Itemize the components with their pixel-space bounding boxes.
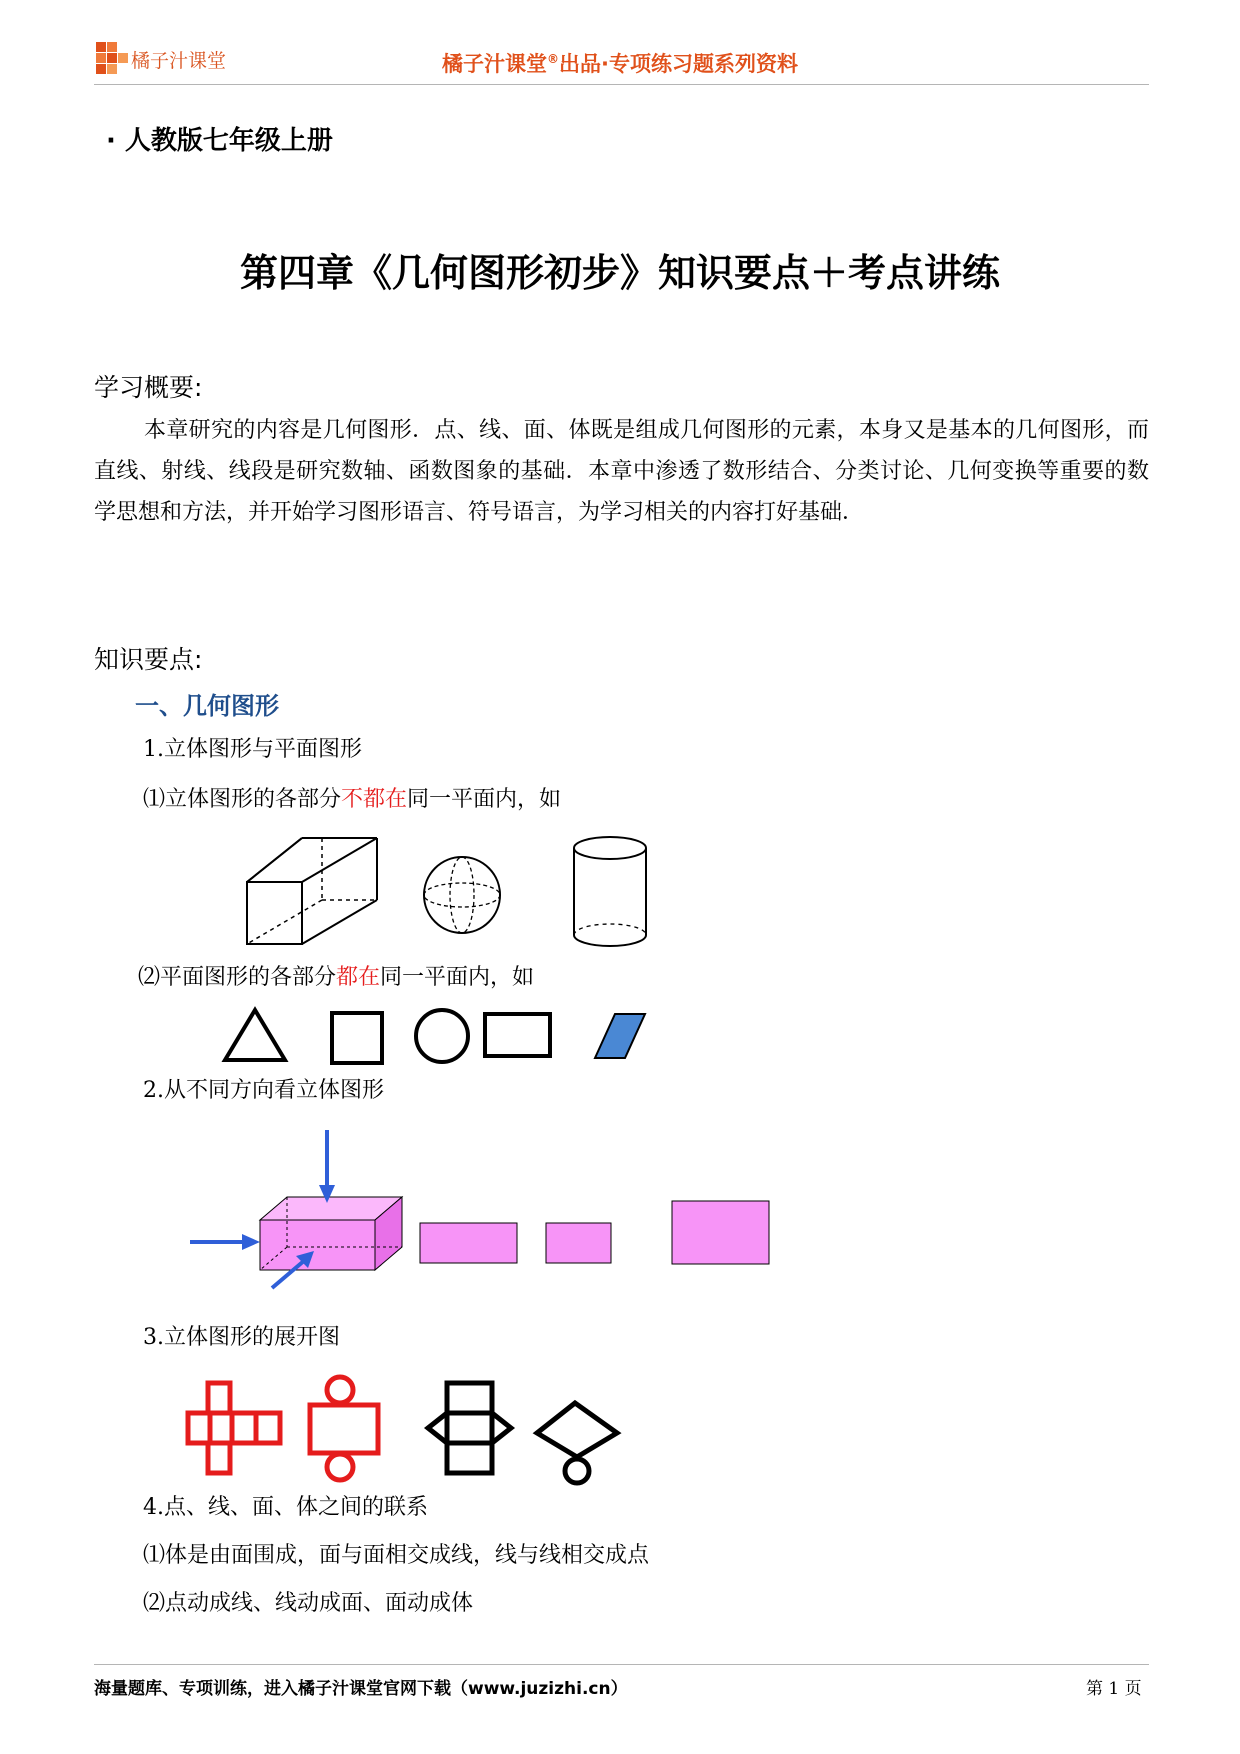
item-4-1: ⑴体是由面围成，面与面相交成线，线与线相交成点 — [143, 1543, 650, 1568]
parallelogram — [595, 1014, 645, 1058]
logo-text: 橘子汁课堂 — [131, 50, 227, 72]
overview-heading: 学习概要: — [94, 373, 203, 402]
page-title: 第四章《几何图形初步》知识要点＋考点讲练 — [239, 251, 1000, 295]
page-number: 第 1 页 — [1086, 1679, 1142, 1699]
top-view — [672, 1201, 769, 1264]
header-divider — [94, 84, 1149, 85]
nets-figure — [180, 1375, 640, 1485]
item-1-1: ⑴立体图形的各部分不都在同一平面内，如 — [143, 787, 562, 812]
item-1: 1.立体图形与平面图形 — [143, 737, 362, 762]
item-3: 3.立体图形的展开图 — [143, 1325, 340, 1350]
item-4: 4.点、线、面、体之间的联系 — [143, 1495, 428, 1520]
front-view — [420, 1223, 517, 1263]
cuboid — [247, 838, 377, 944]
square — [332, 1013, 382, 1063]
footer-link[interactable]: 海量题库、专项训练，进入橘子汁课堂官网下载（www.juzizhi.cn） — [94, 1679, 628, 1699]
section-heading: 一、几何图形 — [135, 692, 279, 720]
pink-box — [260, 1197, 402, 1270]
cone-net — [537, 1403, 617, 1483]
cylinder-net — [310, 1377, 378, 1480]
overview-paragraph: 本章研究的内容是几何图形．点、线、面、体既是组成几何图形的元素，本身又是基本的几何图形，而直线、射线、线段是研究数轴、函数图象的基础．本章中渗透了数形结合、分类讨论、几何变换等重要的数学思想和方法，并开始学习图形语言、符号语言，为学习相关的内容打好基础． — [94, 418, 1149, 525]
cube-net — [188, 1383, 280, 1473]
item-4-2: ⑵点动成线、线动成面、面动成体 — [143, 1591, 474, 1616]
prism-net — [428, 1383, 511, 1473]
rectangle — [485, 1014, 550, 1056]
plane-figures — [215, 1000, 655, 1070]
circle — [416, 1010, 468, 1062]
solid-figures — [240, 830, 660, 955]
knowledge-heading: 知识要点: — [94, 645, 203, 674]
views-figure — [190, 1125, 790, 1300]
side-view — [546, 1223, 611, 1263]
cylinder — [574, 837, 646, 946]
triangle — [225, 1010, 285, 1060]
sphere — [424, 857, 500, 933]
grade-label: · 人教版七年级上册 — [106, 126, 333, 156]
header-title: 橘子汁课堂®出品·专项练习题系列资料 — [442, 52, 798, 76]
item-1-2: ⑵平面图形的各部分都在同一平面内，如 — [138, 965, 535, 990]
item-2: 2.从不同方向看立体图形 — [143, 1078, 384, 1103]
footer-divider — [94, 1664, 1149, 1665]
